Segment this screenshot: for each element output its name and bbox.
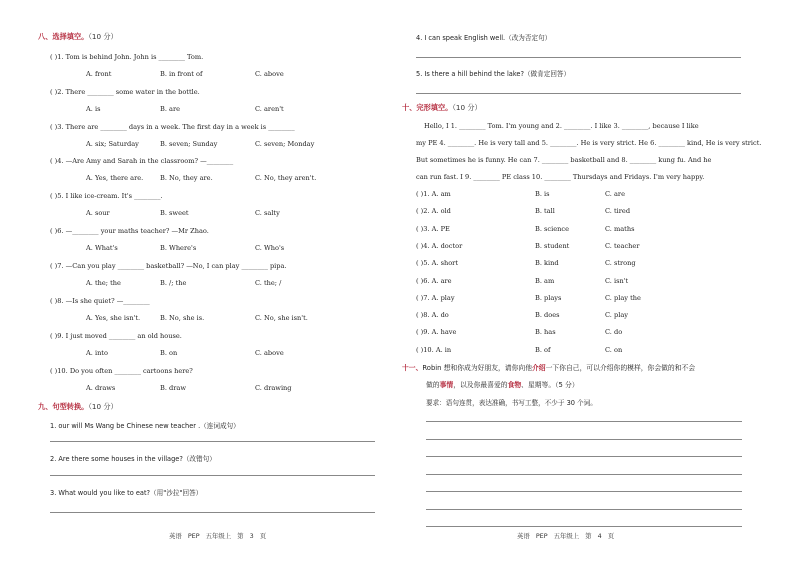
- option-c[interactable]: C. teacher: [605, 241, 640, 250]
- option-b[interactable]: B. has: [535, 328, 556, 337]
- writing-line[interactable]: [426, 439, 742, 440]
- option-b[interactable]: B. is: [535, 190, 550, 198]
- option-c[interactable]: C. No, she isn't.: [255, 314, 308, 322]
- section-10-heading: [402, 103, 482, 113]
- option-c[interactable]: C. do: [605, 328, 623, 337]
- option-c[interactable]: C. seven; Monday: [255, 140, 315, 148]
- option-a[interactable]: ( )9. A. have: [416, 328, 457, 337]
- option-c[interactable]: C. above: [255, 349, 284, 357]
- option-b[interactable]: B. science: [535, 224, 569, 233]
- section-10-score: （10 分）: [452, 103, 482, 112]
- question-stem: ( )8. —Is she quiet? —________: [50, 297, 150, 305]
- section-9-title: 九、句型转换。: [38, 402, 89, 411]
- option-a[interactable]: A. sour: [86, 209, 110, 217]
- option-c[interactable]: C. strong: [605, 259, 636, 268]
- section-11-line-2: 做的事情，以及你最喜爱的食物、星期等。（5 分）: [426, 381, 579, 389]
- option-a[interactable]: ( )6. A. are: [416, 276, 452, 285]
- option-c[interactable]: C. Who's: [255, 244, 285, 252]
- passage-line-3: But sometimes he is funny. He can 7. ________ basketball and 8. ________ kung fu. And he: [416, 156, 712, 164]
- option-a[interactable]: ( )7. A. play: [416, 293, 455, 302]
- answer-line[interactable]: [50, 475, 375, 476]
- section-10-title: 十、完形填空。: [402, 103, 453, 112]
- option-a[interactable]: A. the; the: [86, 279, 121, 287]
- question-9-5: 5. Is there a hill behind the lake?（做肯定回答）: [416, 70, 571, 78]
- question-stem: ( )1. Tom is behind John. John is ________ Tom.: [50, 53, 204, 61]
- page-footer-right: 英语 PEP 五年级上 第 4 页: [517, 532, 615, 540]
- option-a[interactable]: ( )3. A. PE: [416, 224, 450, 233]
- option-b[interactable]: B. seven; Sunday: [160, 140, 218, 148]
- option-a[interactable]: ( )8. A. do: [416, 311, 449, 320]
- question-9-3: 3. What would you like to eat?（用"沙拉"回答）: [50, 489, 203, 497]
- answer-line[interactable]: [416, 93, 741, 94]
- answer-line[interactable]: [50, 441, 375, 442]
- writing-line[interactable]: [426, 474, 742, 475]
- option-a[interactable]: A. into: [86, 349, 108, 357]
- question-stem: ( )4. —Are Amy and Sarah in the classroom? —________: [50, 157, 234, 165]
- option-a[interactable]: A. Yes, she isn't.: [86, 314, 141, 322]
- passage-line-2: my PE 4. ________. He is very tall and 5. ________. He is very strict. He 6. ________ kind, He is very strict.: [416, 139, 762, 147]
- option-b[interactable]: B. draw: [160, 384, 186, 392]
- option-c[interactable]: C. salty: [255, 209, 280, 217]
- right-page: [400, 0, 800, 566]
- option-a[interactable]: ( )5. A. short: [416, 259, 458, 268]
- option-b[interactable]: B. Where's: [160, 244, 197, 252]
- option-a[interactable]: A. Yes, there are.: [86, 174, 144, 182]
- option-b[interactable]: B. are: [160, 105, 181, 113]
- option-b[interactable]: B. on: [160, 349, 178, 357]
- option-a[interactable]: A. draws: [86, 384, 116, 392]
- option-a[interactable]: A. What's: [86, 244, 118, 252]
- option-b[interactable]: B. sweet: [160, 209, 189, 217]
- section-8-score: （10 分）: [88, 32, 118, 41]
- writing-line[interactable]: [426, 491, 742, 492]
- option-c[interactable]: C. No, they aren't.: [255, 174, 317, 182]
- option-c[interactable]: C. tired: [605, 207, 631, 216]
- option-b[interactable]: B. does: [535, 311, 560, 320]
- option-a[interactable]: ( )1. A. am: [416, 190, 451, 198]
- writing-line[interactable]: [426, 526, 742, 527]
- option-a[interactable]: A. six; Saturday: [86, 140, 139, 148]
- option-c[interactable]: C. play the: [605, 293, 641, 302]
- option-a[interactable]: ( )4. A. doctor: [416, 241, 463, 250]
- option-b[interactable]: B. kind: [535, 259, 559, 268]
- option-b[interactable]: B. of: [535, 345, 551, 354]
- writing-line[interactable]: [426, 421, 742, 422]
- option-c[interactable]: C. drawing: [255, 384, 292, 392]
- question-stem: ( )9. I just moved ________ an old house.: [50, 332, 182, 340]
- writing-line[interactable]: [426, 456, 742, 457]
- section-11-title: 十一、: [402, 364, 423, 372]
- option-c[interactable]: C. the; /: [255, 279, 282, 287]
- question-9-2: 2. Are there some houses in the village?（改错句）: [50, 455, 216, 463]
- option-c[interactable]: C. aren't: [255, 105, 284, 113]
- option-c[interactable]: C. isn't: [605, 276, 629, 285]
- option-c[interactable]: C. are: [605, 190, 625, 198]
- option-b[interactable]: B. No, she is.: [160, 314, 205, 322]
- section-8-heading: [38, 32, 118, 42]
- option-c[interactable]: C. above: [255, 70, 284, 78]
- option-c[interactable]: C. maths: [605, 224, 635, 233]
- passage-line-4: can run fast. I 9. ________ PE class 10. ________ Thursdays and Fridays. I'm very happy.: [416, 173, 705, 181]
- option-b[interactable]: B. plays: [535, 293, 562, 302]
- passage-line-1: Hello, I 1. ________ Tom. I'm young and 2. ________. I like 3. ________, because I like: [424, 122, 699, 130]
- option-a[interactable]: ( )10. A. in: [416, 345, 452, 354]
- question-stem: ( )10. Do you often ________ cartoons here?: [50, 367, 193, 375]
- option-b[interactable]: B. am: [535, 276, 555, 285]
- section-11-requirement: 要求：语句连贯，表达准确，书写工整，不少于 30 个词。: [426, 399, 597, 407]
- writing-line[interactable]: [426, 509, 742, 510]
- option-b[interactable]: B. tall: [535, 207, 555, 216]
- option-b[interactable]: B. student: [535, 241, 570, 250]
- option-b[interactable]: B. in front of: [160, 70, 203, 78]
- answer-line[interactable]: [50, 512, 375, 513]
- option-a[interactable]: A. front: [86, 70, 112, 78]
- question-9-1: 1. our will Ms Wang be Chinese new teacher .（连词成句）: [50, 422, 240, 430]
- option-c[interactable]: C. play: [605, 311, 628, 320]
- option-b[interactable]: B. /; the: [160, 279, 187, 287]
- section-9-score: （10 分）: [88, 402, 118, 411]
- section-8-title: 八、选择填空。: [38, 32, 89, 41]
- question-stem: ( )6. —________ your maths teacher? —Mr Zhao.: [50, 227, 209, 235]
- question-stem: ( )2. There ________ some water in the bottle.: [50, 88, 200, 96]
- question-9-4: 4. I can speak English well.（改为否定句）: [416, 34, 552, 42]
- option-c[interactable]: C. on: [605, 345, 623, 354]
- question-stem: ( )5. I like ice-cream. It's ________.: [50, 192, 163, 200]
- question-stem: ( )3. There are ________ days in a week. The first day in a week is ________: [50, 123, 295, 131]
- page-footer-left: 英语 PEP 五年级上 第 3 页: [169, 532, 267, 540]
- question-stem: ( )7. —Can you play ________ basketball? —No, I can play ________ pipa.: [50, 262, 287, 270]
- section-11-line-1: 十一、Robin 想和你成为好朋友，请你向他介绍一下你自己，可以介绍你的模样，你会做的和不会: [402, 364, 696, 372]
- option-a[interactable]: ( )2. A. old: [416, 207, 451, 216]
- option-a[interactable]: A. is: [86, 105, 101, 113]
- answer-line[interactable]: [416, 57, 741, 58]
- option-b[interactable]: B. No, they are.: [160, 174, 213, 182]
- section-9-heading: [38, 402, 118, 412]
